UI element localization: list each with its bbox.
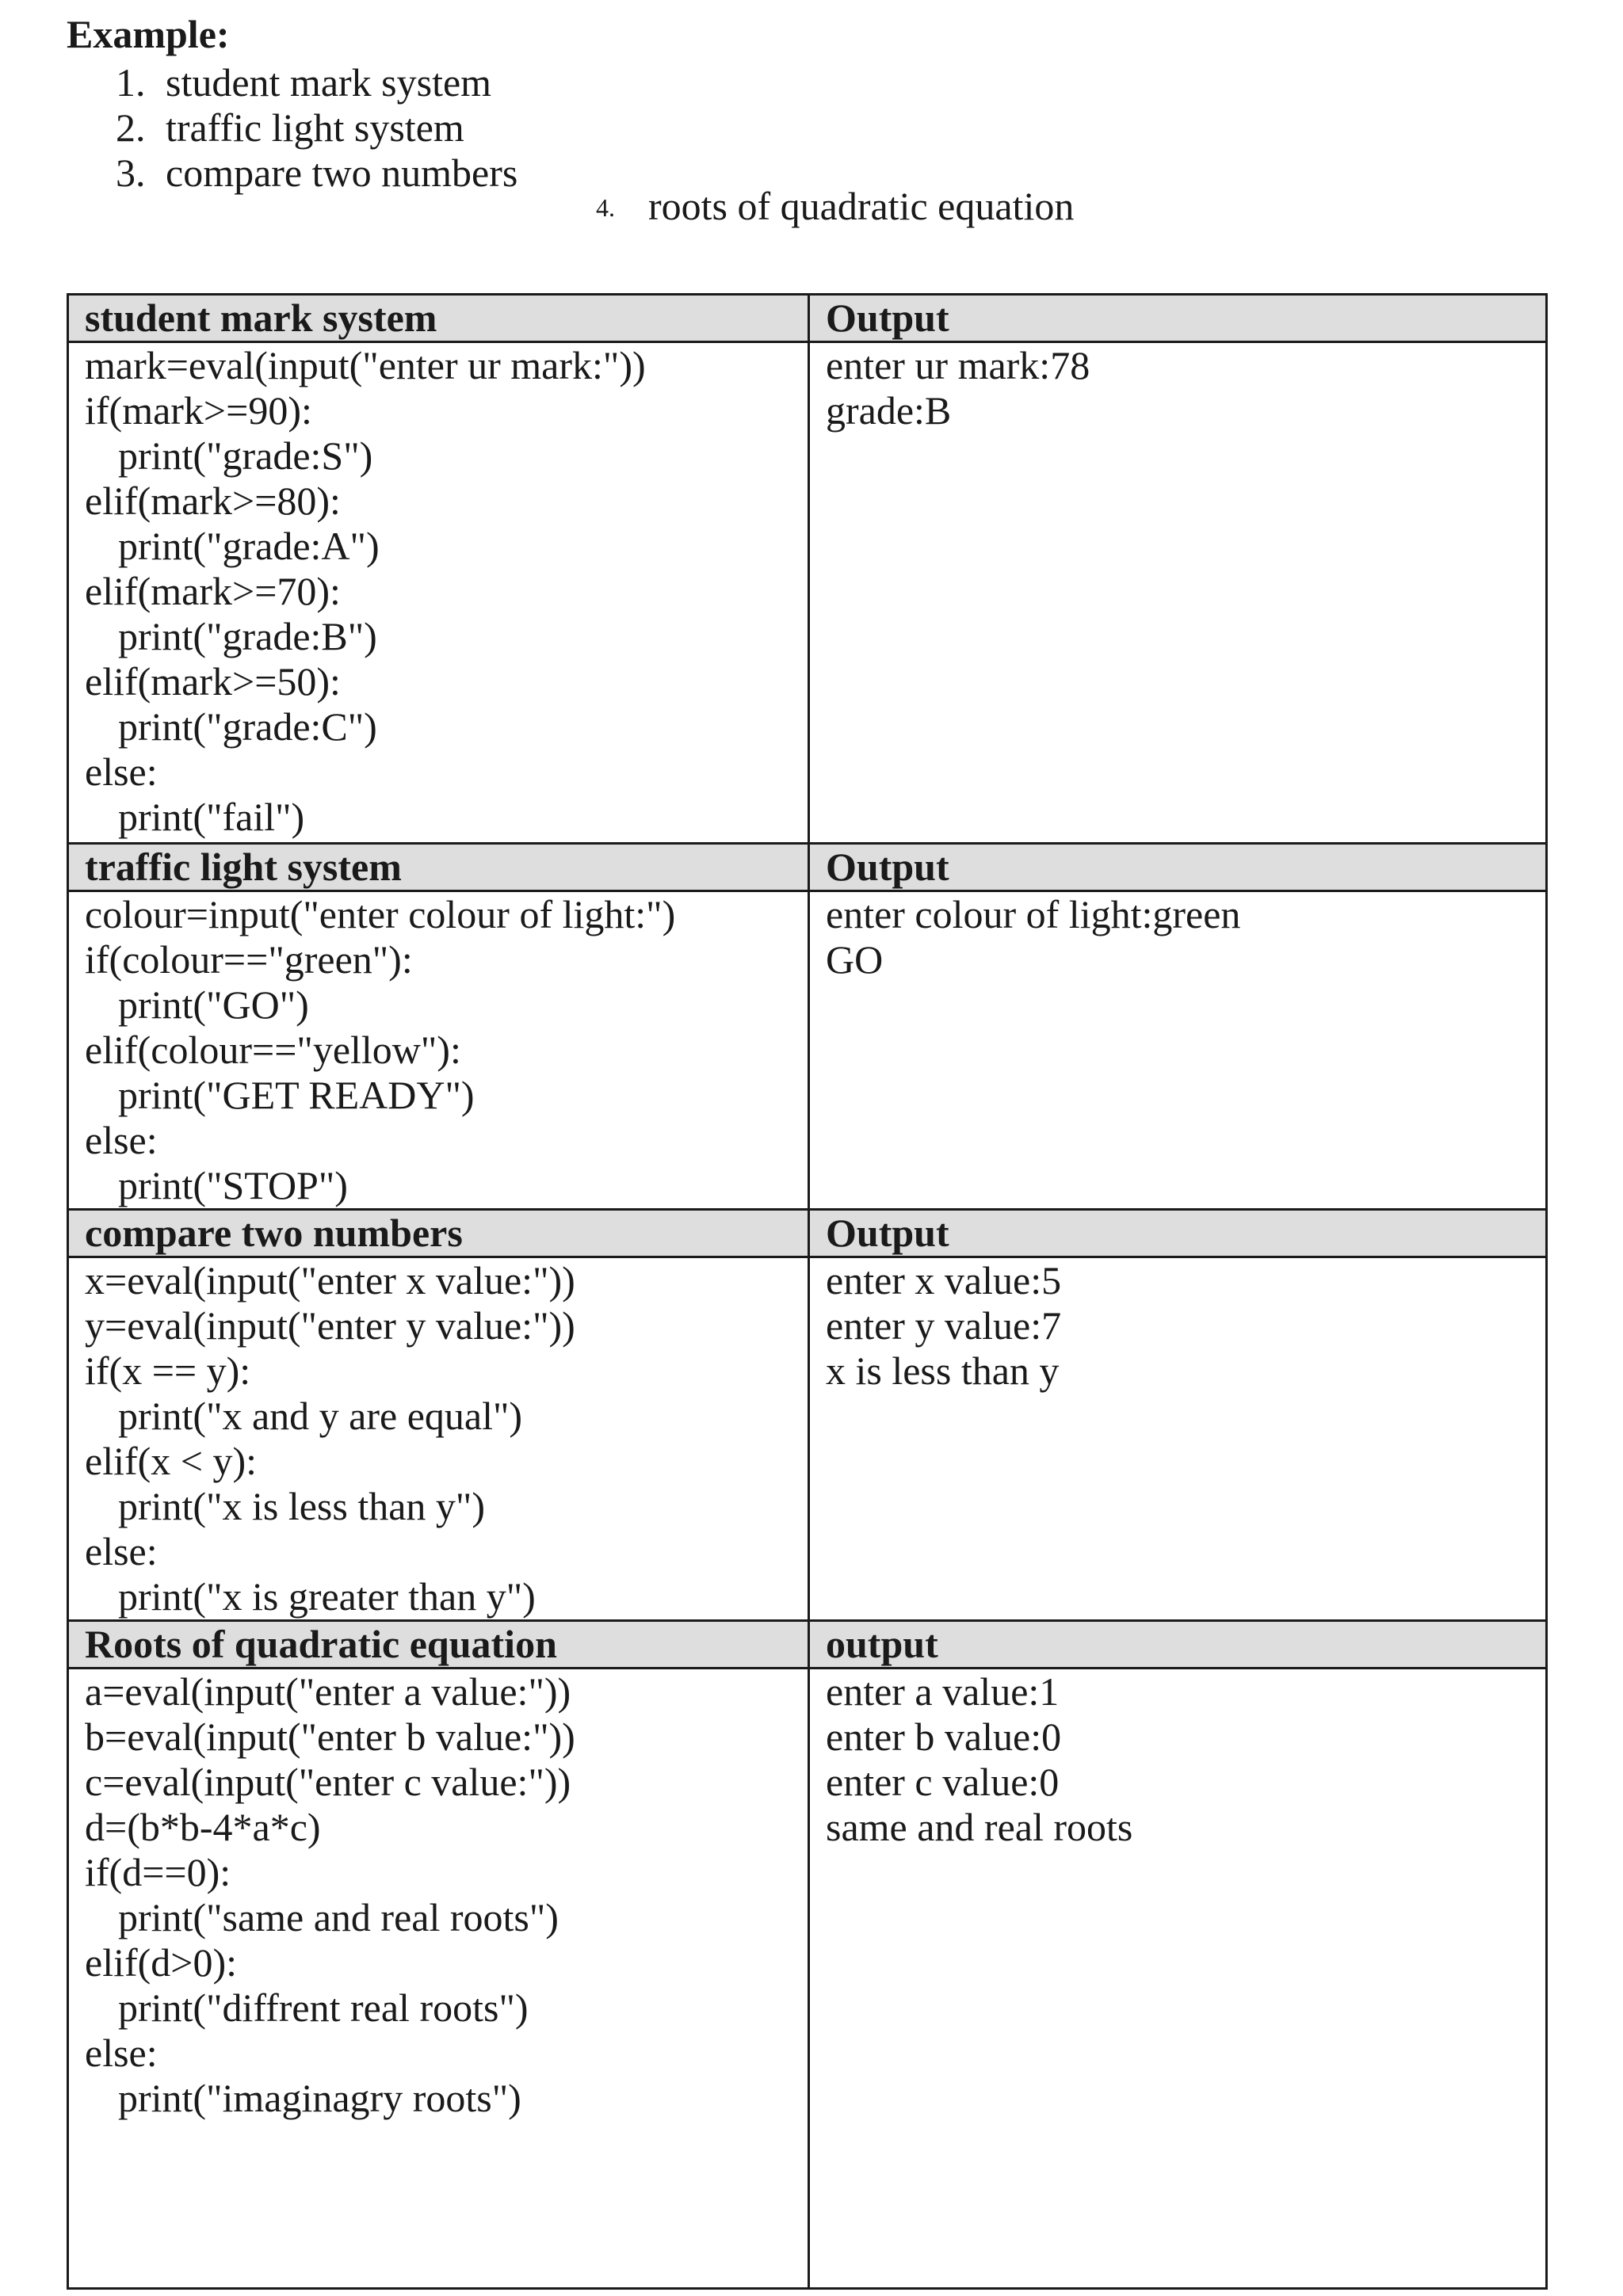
code-cell [68, 891, 809, 1210]
code-line: if(colour=="green"): [85, 937, 413, 982]
example-number: 1. [116, 60, 146, 105]
code-cell [68, 1257, 809, 1621]
output-cell [809, 1257, 1547, 1621]
code-cell [68, 342, 809, 844]
example-list [0, 0, 1623, 238]
code-line: c=eval(input("enter c value:")) [85, 1760, 571, 1804]
example-item [116, 60, 491, 105]
code-line: b=eval(input("enter b value:")) [85, 1714, 575, 1759]
output-line: enter c value:0 [826, 1760, 1060, 1804]
output-title: Output [809, 844, 1547, 891]
example-number: 4. [596, 193, 615, 222]
code-line: elif(colour=="yellow"): [85, 1028, 461, 1072]
code-line: print("diffrent real roots") [118, 1985, 529, 2030]
output-line: same and real roots [826, 1805, 1133, 1849]
output-cell [809, 342, 1547, 844]
code-line: d=(b*b-4*a*c) [85, 1805, 321, 1849]
example-item [116, 105, 464, 150]
code-line: colour=input("enter colour of light:") [85, 892, 676, 936]
code-line: elif(mark>=50): [85, 659, 341, 704]
example-text: traffic light system [166, 105, 464, 150]
code-line: if(mark>=90): [85, 388, 312, 433]
output-line: enter a value:1 [826, 1669, 1060, 1714]
example-number: 3. [116, 151, 146, 195]
example-item [116, 151, 517, 195]
code-line: else: [85, 1529, 158, 1573]
code-line: print("x and y are equal") [118, 1394, 523, 1438]
output-line: enter y value:7 [826, 1303, 1062, 1348]
section-body-row [68, 891, 1547, 1210]
example-text: roots of quadratic equation [648, 184, 1075, 228]
code-line: print("grade:C") [118, 704, 377, 749]
code-line: print("same and real roots") [118, 1895, 559, 1939]
code-line: else: [85, 2031, 158, 2075]
code-line: elif(d>0): [85, 1940, 238, 1985]
section-title: traffic light system [68, 844, 809, 891]
output-cell [809, 1669, 1547, 2289]
output-title: Output [809, 1210, 1547, 1257]
example-text: student mark system [166, 60, 492, 105]
example-item [596, 184, 1074, 230]
code-line: y=eval(input("enter y value:")) [85, 1303, 575, 1348]
code-line: print("fail") [118, 795, 305, 839]
code-line: a=eval(input("enter a value:")) [85, 1669, 571, 1714]
code-line: print("grade:S") [118, 433, 373, 478]
section-title: student mark system [68, 295, 809, 342]
output-line: x is less than y [826, 1348, 1060, 1393]
output-cell [809, 891, 1547, 1210]
code-line: x=eval(input("enter x value:")) [85, 1258, 575, 1302]
output-title: output [809, 1621, 1547, 1669]
code-line: print("x is greater than y") [118, 1574, 536, 1619]
section-header-row [68, 295, 1547, 342]
code-line: else: [85, 1118, 158, 1162]
code-line: print("imaginagry roots") [118, 2076, 521, 2120]
page-heading: Example: [67, 12, 230, 56]
example-text: compare two numbers [166, 151, 518, 195]
output-line: GO [826, 937, 884, 982]
code-line: if(x == y): [85, 1348, 251, 1393]
example-number: 2. [116, 105, 146, 150]
section-header-row [68, 1210, 1547, 1257]
code-line: print("GET READY") [118, 1073, 475, 1117]
section-title: Roots of quadratic equation [68, 1621, 809, 1669]
section-header-row [68, 844, 1547, 891]
code-line: print("grade:A") [118, 524, 380, 568]
code-line: else: [85, 749, 158, 794]
code-line: print("GO") [118, 982, 309, 1027]
section-body-row [68, 1669, 1547, 2289]
code-line: mark=eval(input("enter ur mark:")) [85, 343, 646, 387]
code-line: print("STOP") [118, 1163, 348, 1207]
section-title: compare two numbers [68, 1210, 809, 1257]
section-header-row [68, 1621, 1547, 1669]
output-title: Output [809, 295, 1547, 342]
code-cell [68, 1669, 809, 2289]
code-line: elif(x < y): [85, 1439, 258, 1483]
section-body-row [68, 342, 1547, 844]
code-line: print("grade:B") [118, 614, 377, 658]
output-line: enter b value:0 [826, 1714, 1062, 1759]
program-table [67, 293, 1548, 2290]
code-line: if(d==0): [85, 1850, 231, 1894]
output-line: enter ur mark:78 [826, 343, 1090, 387]
code-line: print("x is less than y") [118, 1484, 485, 1528]
output-line: enter colour of light:green [826, 892, 1241, 936]
section-body-row [68, 1257, 1547, 1621]
code-line: elif(mark>=70): [85, 569, 341, 613]
output-line: enter x value:5 [826, 1258, 1062, 1302]
code-line: elif(mark>=80): [85, 479, 341, 523]
output-line: grade:B [826, 388, 952, 433]
